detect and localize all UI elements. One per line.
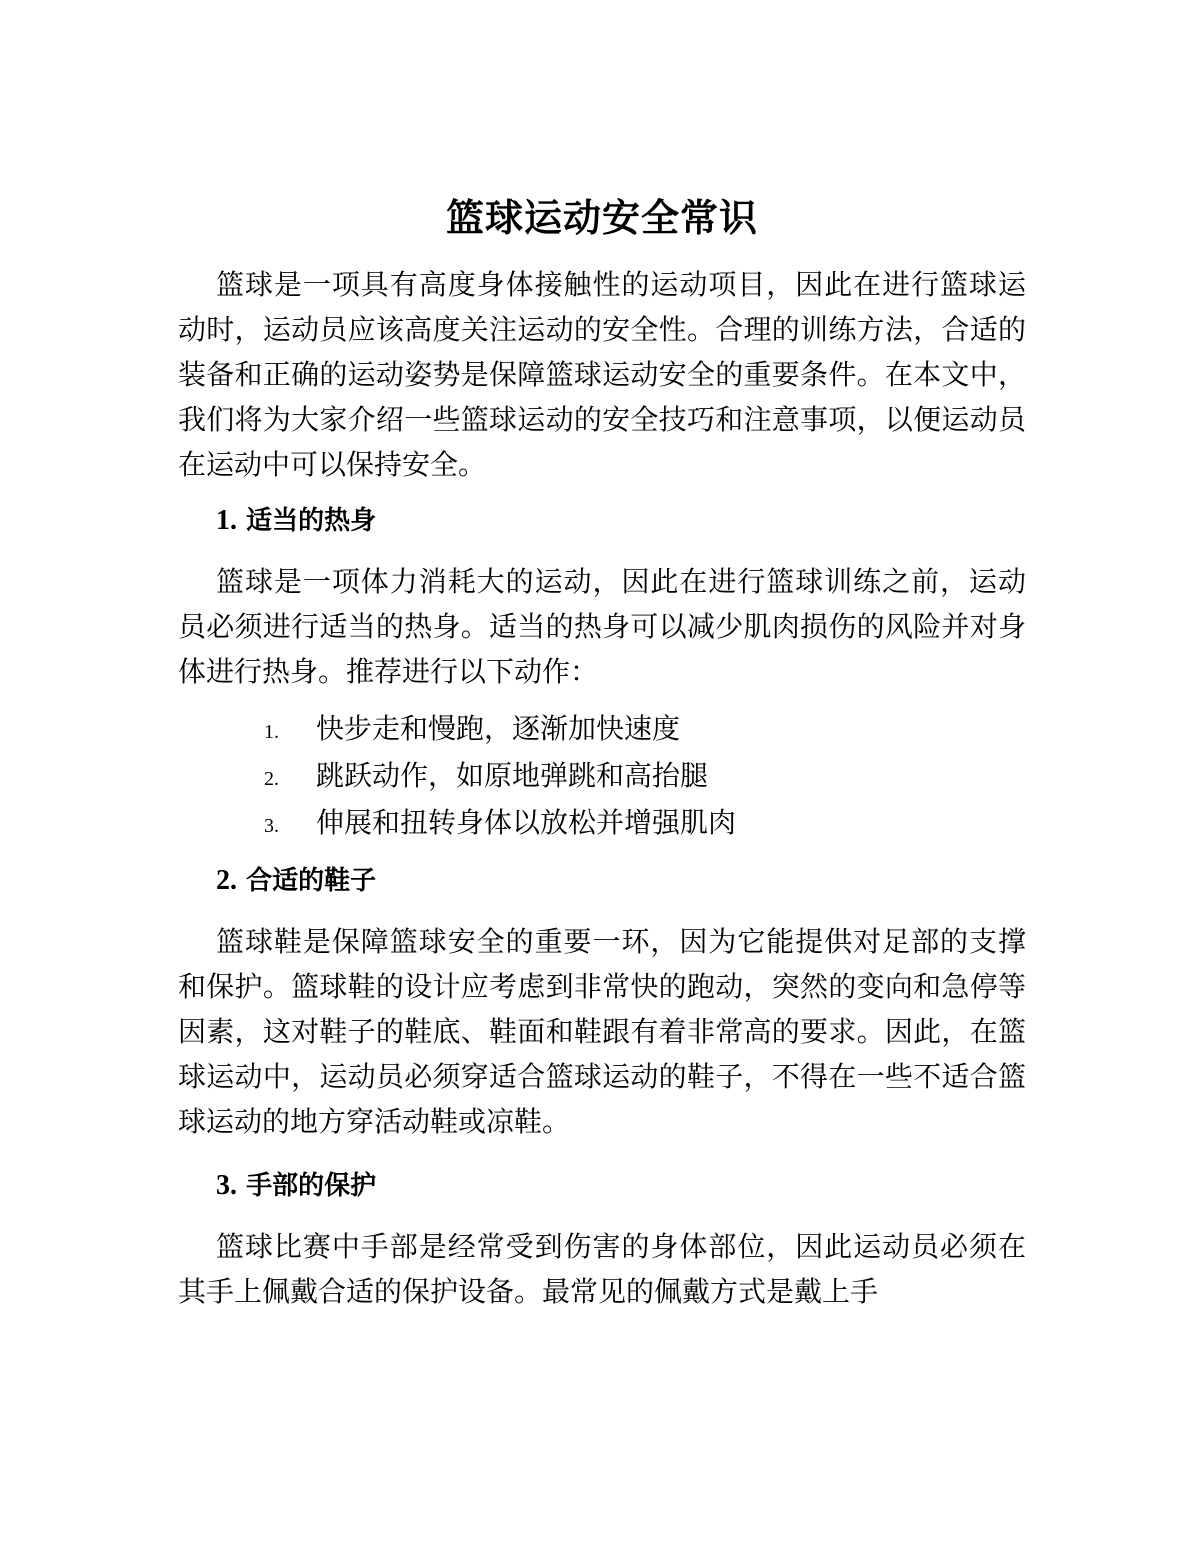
section-heading (178, 861, 1026, 901)
list-item-number: 2. (264, 768, 279, 790)
list-item-text: 伸展和扭转身体以放松并增强肌肉 (316, 806, 737, 839)
list-item-text: 跳跃动作，如原地弹跳和高抬腿 (316, 759, 709, 792)
section-title: 合适的鞋子 (246, 866, 377, 896)
section-paragraph: 篮球是一项体力消耗大的运动，因此在进行篮球训练之前，运动员必须进行适当的热身。适当的热身可以减少肌肉损伤的风险并对身体进行热身。推荐进行以下动作： (178, 565, 1026, 688)
section-paragraph: 篮球比赛中手部是经常受到伤害的身体部位，因此运动员必须在其手上佩戴合适的保护设备。最常见的佩戴方式是戴上手 (178, 1230, 1026, 1308)
section-warmup (178, 501, 1026, 847)
list-item-number: 3. (264, 815, 279, 837)
section-heading (178, 501, 1026, 541)
section-number: 3. (216, 1170, 237, 1201)
document-title: 篮球运动安全常识 (445, 196, 758, 240)
section-paragraph: 篮球鞋是保障篮球安全的重要一环，因为它能提供对足部的支撑和保护。篮球鞋的设计应考虑到非常快的跑动，突然的变向和急停等因素，这对鞋子的鞋底、鞋面和鞋跟有着非常高的要求。因此，在篮球运动中，运动员必须穿适合篮球运动的鞋子，不得在一些不适合篮球运动的地方穿活动鞋或凉鞋。 (178, 925, 1026, 1138)
section-title: 手部的保护 (246, 1171, 377, 1201)
list-item (178, 706, 1026, 753)
warmup-list (178, 706, 1026, 847)
section-hand-protection (178, 1166, 1026, 1314)
list-item-text: 快步走和慢跑，逐渐加快速度 (316, 712, 681, 745)
section-shoes (178, 861, 1026, 1144)
section-number: 2. (216, 865, 237, 896)
list-item (178, 753, 1026, 800)
document-body (178, 192, 1026, 1314)
list-item (178, 800, 1026, 847)
section-title: 适当的热身 (246, 506, 377, 536)
section-number: 1. (216, 505, 237, 536)
list-item-number: 1. (264, 721, 279, 743)
section-heading (178, 1166, 1026, 1206)
intro-paragraph: 篮球是一项具有高度身体接触性的运动项目，因此在进行篮球运动时，运动员应该高度关注运动的安全性。合理的训练方法，合适的装备和正确的运动姿势是保障篮球运动安全的重要条件。在本文中，我们将为大家介绍一些篮球运动的安全技巧和注意事项，以便运动员在运动中可以保持安全。 (178, 268, 1026, 481)
